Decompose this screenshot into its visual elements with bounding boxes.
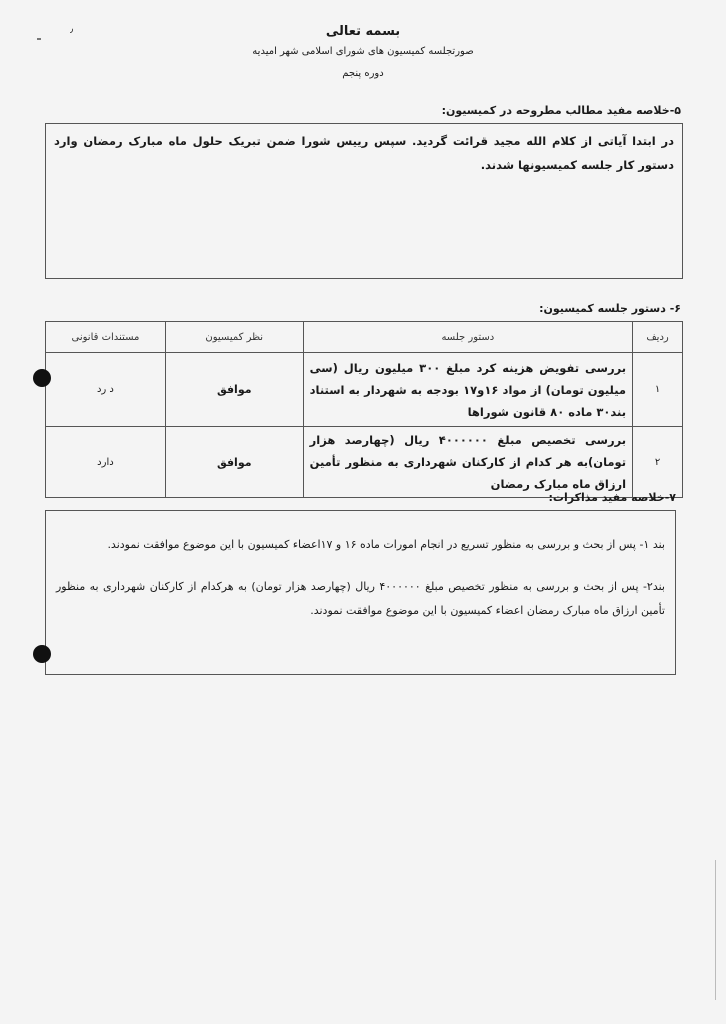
agenda-header-row bbox=[46, 322, 683, 353]
section-5-title: ۵-خلاصه مفید مطالب مطروحه در کمیسیون: bbox=[441, 104, 681, 117]
agenda-topic: بررسی تفویض هزینه کرد مبلغ ۳۰۰ میلیون ریال (سی میلیون تومان) از مواد ۱۶و۱۷ بودجه به شهردار به استناد بند۳۰ ماده ۸۰ قانون شوراها bbox=[303, 353, 632, 427]
column-header-opinion: نظر کمیسیون bbox=[165, 322, 303, 353]
scan-edge-line bbox=[715, 860, 716, 1000]
punch-hole-icon bbox=[33, 645, 51, 663]
column-header-row-number: ردیف bbox=[633, 322, 683, 353]
table-row bbox=[46, 353, 683, 427]
row-number: ۲ bbox=[633, 427, 683, 498]
scan-speck bbox=[37, 38, 41, 40]
corner-mark: ٫ bbox=[70, 24, 74, 35]
legal-basis: د رد bbox=[46, 353, 166, 427]
section-7-box bbox=[45, 510, 676, 675]
table-row bbox=[46, 427, 683, 498]
section-5-box bbox=[45, 123, 683, 279]
agenda-table bbox=[45, 321, 683, 498]
commission-opinion: موافق bbox=[165, 353, 303, 427]
column-header-agenda: دستور جلسه bbox=[303, 322, 632, 353]
legal-basis: دارد bbox=[46, 427, 166, 498]
row-number: ۱ bbox=[633, 353, 683, 427]
punch-hole-icon bbox=[33, 369, 51, 387]
document-subtitle: صورتجلسه کمیسیون های شورای اسلامی شهر امیدیه bbox=[252, 46, 474, 57]
council-term: دوره پنجم bbox=[342, 68, 384, 79]
agenda-topic: بررسی تخصیص مبلغ ۴۰۰۰۰۰۰ ریال (چهارصد هزار تومان)به هر کدام از کارکنان شهرداری به منظور تأمین ارزاق ماه مبارک رمضان bbox=[303, 427, 632, 498]
commission-opinion: موافق bbox=[165, 427, 303, 498]
document-heading: بسمه تعالی bbox=[325, 24, 401, 39]
section-7-title: ۷-خلاصه مفید مذاکرات: bbox=[548, 491, 676, 504]
clause-2: بند۲- پس از بحث و بررسی به منظور تخصیص مبلغ ۴۰۰۰۰۰۰ ریال (چهارصد هزار تومان) به هرکدام از کارکنان شهرداری به منظور تأمین ارزاق ماه مبارک رمضان اعضاء کمیسیون با این موضوع موافقت نمودند. bbox=[56, 580, 665, 617]
column-header-legal-basis: مستندات قانونی bbox=[46, 322, 166, 353]
section-6-title: ۶- دستور جلسه کمیسیون: bbox=[539, 302, 681, 315]
clause-1: بند ۱- پس از بحث و بررسی به منظور تسریع در انجام امورات ماده ۱۶ و ۱۷اعضاء کمیسیون با این موضوع موافقت نمودند. bbox=[107, 538, 665, 551]
section-5-text: در ابتدا آیاتی از کلام الله مجید قرائت گردید. سپس رییس شورا ضمن تبریک حلول ماه مبارک رمضان وارد دستور کار جلسه کمیسیونها شدند. bbox=[54, 134, 674, 172]
